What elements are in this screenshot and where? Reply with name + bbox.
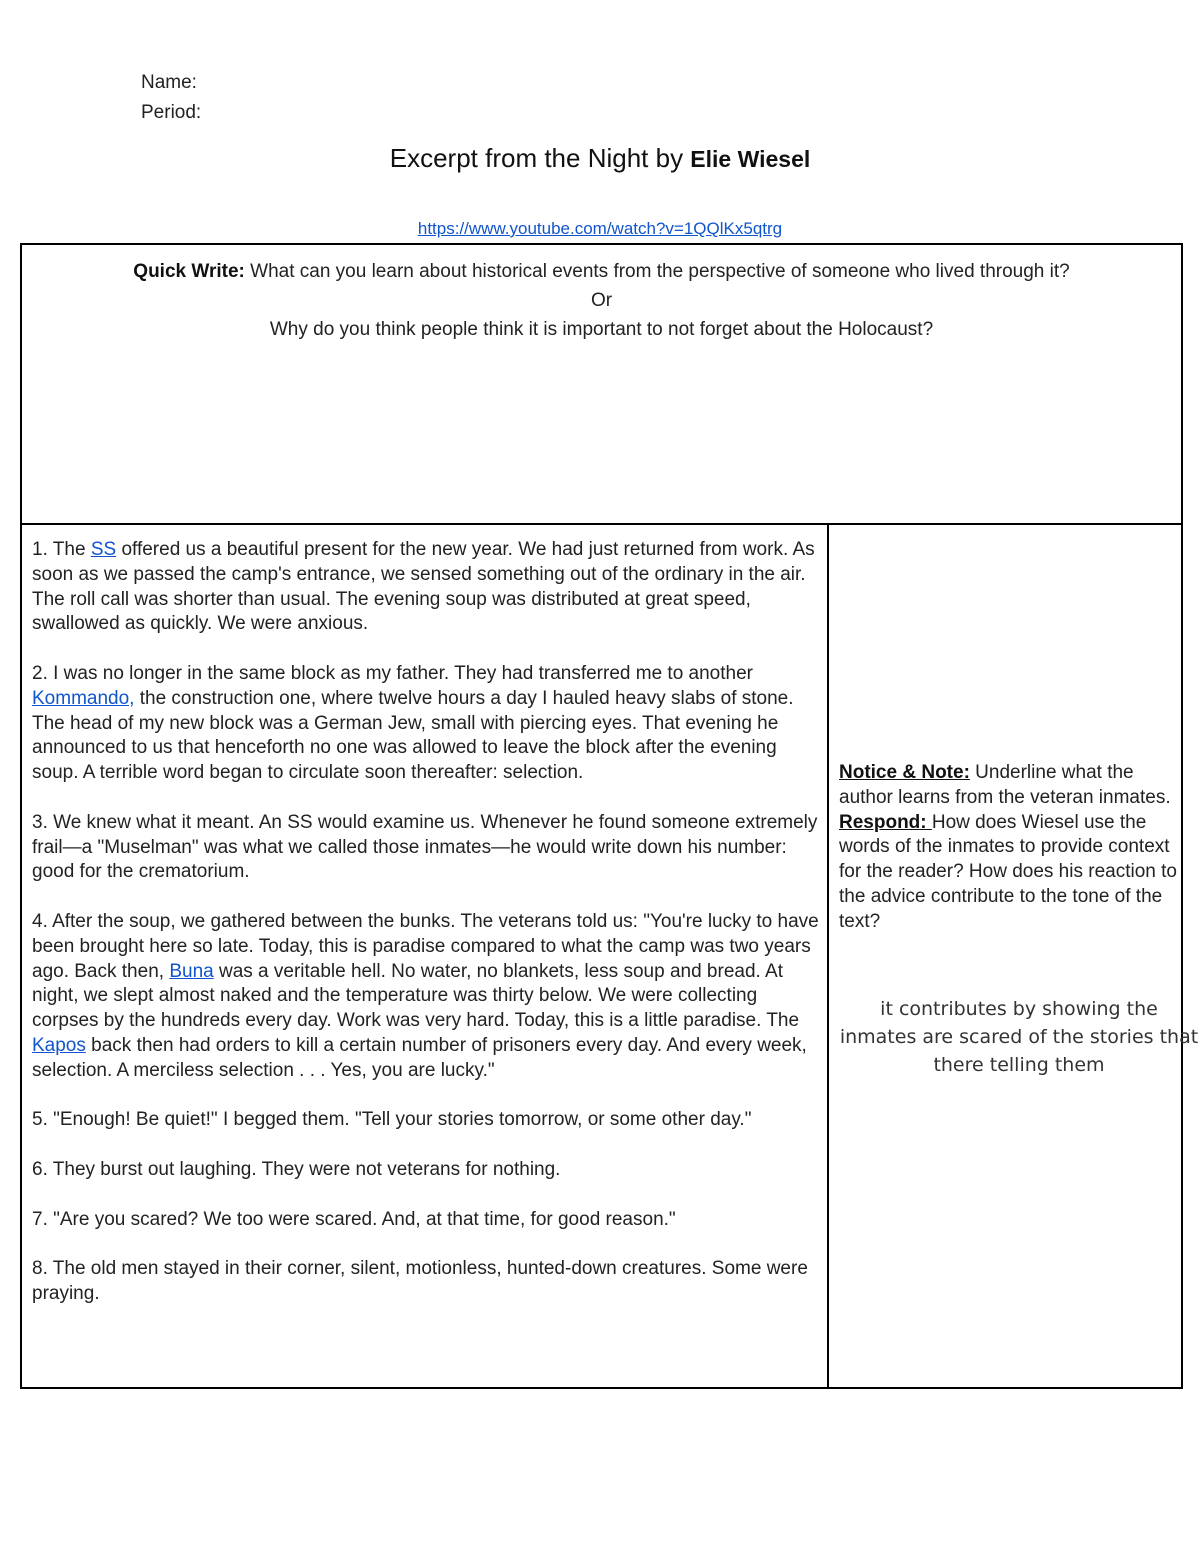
excerpt-paragraph-5: 5. "Enough! Be quiet!" I begged them. "Tell your stories tomorrow, or some other day." bbox=[32, 1109, 752, 1131]
excerpt-cell bbox=[22, 525, 829, 1389]
page-title bbox=[0, 143, 1200, 174]
respond-text: How does Wiesel use the words of the inmates to provide context for the reader? How does his reaction to the advice contribute to the tone of the text? bbox=[839, 811, 1177, 932]
kapos-link[interactable]: Kapos bbox=[32, 1034, 86, 1056]
quick-write-question-2: Why do you think people think it is important to not forget about the Holocaust? bbox=[269, 319, 934, 340]
excerpt-text: 2. I was no longer in the same block as my father. They had transferred me to another bbox=[32, 662, 753, 684]
buna-link[interactable]: Buna bbox=[169, 960, 214, 982]
quick-write-cell bbox=[22, 245, 1181, 525]
excerpt-paragraph-3: 3. We knew what it meant. An SS would examine us. Whenever he found someone extremely frail—a "Muselman" was what we called those inmates—he would write down his number: good for the crematorium. bbox=[32, 811, 818, 883]
notes-prompt bbox=[839, 761, 1179, 935]
video-link-container bbox=[0, 219, 1200, 239]
excerpt-text: back then had orders to kill a certain number of prisoners every day. And every week, selection. A merciless selection . . . Yes, you are lucky." bbox=[32, 1034, 807, 1081]
respond-label: Respond: bbox=[839, 811, 932, 833]
video-link[interactable]: https://www.youtube.com/watch?v=1QQlKx5qtrg bbox=[417, 219, 783, 238]
quick-write-question-1-text: What can you learn about historical events from the perspective of someone who lived through it? bbox=[244, 261, 1070, 282]
notes-cell bbox=[829, 525, 1199, 1389]
student-answer[interactable]: it contributes by showing the inmates are scared of the stories that there telling them bbox=[839, 998, 1199, 1076]
name-label: Name: bbox=[141, 72, 197, 93]
excerpt-paragraph-4 bbox=[32, 910, 819, 1084]
excerpt-paragraph-6: 6. They burst out laughing. They were not veterans for nothing. bbox=[32, 1158, 561, 1180]
kommando-link[interactable]: Kommando, bbox=[32, 687, 135, 709]
quick-write-label: Quick Write: bbox=[133, 261, 245, 282]
excerpt-text: offered us a beautiful present for the new year. We had just returned from work. As soon as we passed the camp's entrance, we sensed something out of the ordinary in the air. The roll call was shorter than usual. The evening soup was distributed at great speed, swallowed as quickly. We were anxious. bbox=[32, 539, 815, 635]
excerpt-paragraph-7: 7. "Are you scared? We too were scared. And, at that time, for good reason." bbox=[32, 1208, 676, 1230]
notice-note-text: Underline what the author learns from the veteran inmates. bbox=[839, 762, 1171, 808]
worksheet-table bbox=[20, 243, 1199, 1389]
excerpt-text: 4. After the soup, we gathered between the bunks. The veterans told us: "You're lucky to have been brought here so late. Today, this is paradise compared to what the camp was two years ago. Back then, bbox=[32, 910, 819, 982]
ss-link[interactable]: SS bbox=[90, 539, 117, 560]
notice-note-label: Notice & Note: bbox=[839, 762, 970, 783]
title-main: Excerpt from the Night by bbox=[389, 143, 691, 173]
quick-write-or: Or bbox=[590, 290, 613, 311]
excerpt-paragraph-1 bbox=[32, 538, 819, 637]
excerpt-text: the construction one, where twelve hours a day I hauled heavy slabs of stone. The head of my new block was a German Jew, small with piercing eyes. That evening he announced to us that henceforth no one was allowed to leave the block after the evening soup. A terrible word began to circulate soon thereafter: selection. bbox=[32, 687, 794, 784]
period-label: Period: bbox=[141, 102, 202, 123]
title-author: Elie Wiesel bbox=[690, 146, 811, 172]
excerpt-text: 1. The bbox=[32, 539, 91, 560]
excerpt-text: was a veritable hell. No water, no blankets, less soup and bread. At night, we slept almost naked and the temperature was thirty below. We were collecting corpses by the hundreds every day. Work was very hard. Today, this is a little paradise. The bbox=[32, 960, 800, 1032]
excerpt-paragraph-2 bbox=[32, 662, 819, 786]
quick-write-question-1 bbox=[22, 257, 1181, 286]
excerpt-paragraph-8: 8. The old men stayed in their corner, silent, motionless, hunted-down creatures. Some were praying. bbox=[32, 1258, 808, 1304]
